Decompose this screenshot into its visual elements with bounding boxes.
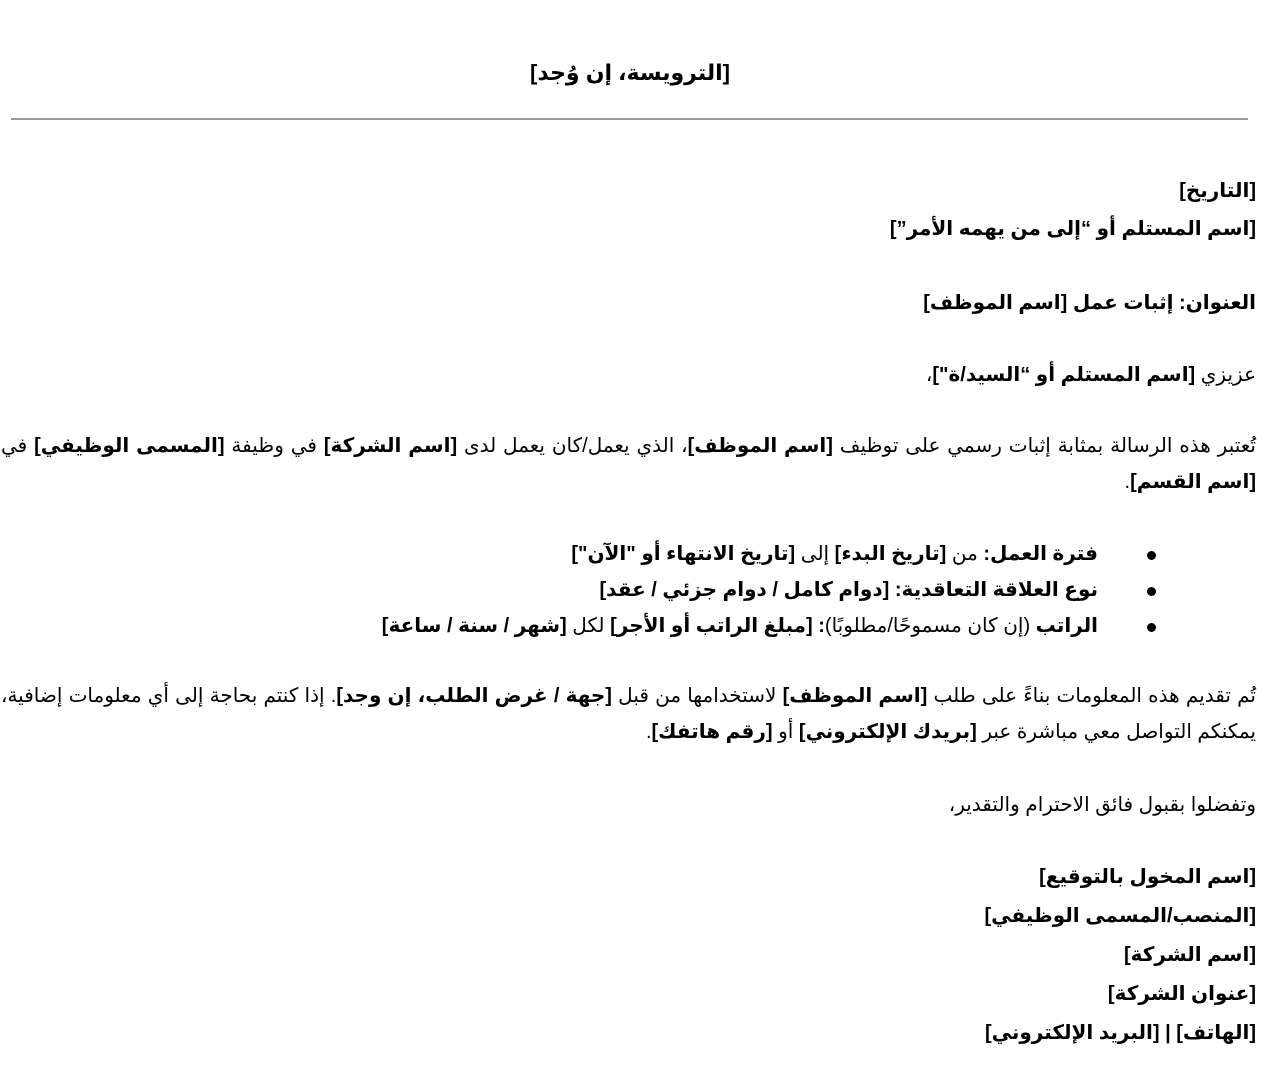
intro-paragraph <box>1 428 1256 500</box>
detail-item-salary <box>1 608 1156 644</box>
request-text-5: . <box>645 721 652 743</box>
employment-details-list <box>1 536 1256 644</box>
bullet-icon <box>1147 587 1156 596</box>
subject-line <box>1 284 1256 322</box>
intro-text-5: . <box>1124 471 1131 493</box>
closing-line: وتفضلوا بقبول فائق الاحترام والتقدير، <box>948 794 1256 816</box>
salutation <box>1 356 1256 394</box>
period-end-date: [تاريخ الانتهاء أو "الآن"] <box>571 543 796 565</box>
request-text-4: أو <box>772 721 799 743</box>
request-paragraph <box>1 678 1256 750</box>
signature-block <box>1 858 1256 1053</box>
intro-company-name: [اسم الشركة] <box>323 435 458 457</box>
contract-label: نوع العلاقة التعاقدية: <box>894 579 1098 601</box>
salary-label: الراتب <box>1035 615 1098 637</box>
salary-unit: [شهر / سنة / ساعة] <box>381 615 567 637</box>
signatory-name: [اسم المخول بالتوقيع] <box>1039 866 1256 888</box>
signature-email: [البريد الإلكتروني] <box>984 1022 1160 1044</box>
signature-contact-line <box>1 1014 1256 1053</box>
request-phone: [رقم هاتفك] <box>651 721 773 743</box>
request-text-2: لاستخدامها من قبل <box>611 685 783 707</box>
intro-job-title: [المسمى الوظيفي] <box>34 435 225 457</box>
subject-employee-name: [اسم الموظف] <box>923 292 1068 314</box>
intro-text-3: في وظيفة <box>224 435 324 457</box>
request-text-1: تُم تقديم هذه المعلومات بناءً على طلب <box>927 685 1256 707</box>
request-party: [جهة / غرض الطلب، إن وجد] <box>336 685 612 707</box>
period-label: فترة العمل: <box>983 543 1098 565</box>
signature-separator: | <box>1159 1022 1177 1044</box>
period-start-date: [تاريخ البدء] <box>834 543 947 565</box>
intro-employee-name: [اسم الموظف] <box>687 435 833 457</box>
salutation-prefix: عزيزي <box>1195 364 1256 386</box>
recipient-placeholder: [اسم المستلم أو “إلى من يهمه الأمر”] <box>889 218 1256 240</box>
salary-note: (إن كان مسموحًا/مطلوبًا) <box>824 615 1036 637</box>
date-placeholder: [التاريخ] <box>1179 180 1256 202</box>
bullet-icon <box>1147 623 1156 632</box>
period-to: إلى <box>795 543 835 565</box>
contract-value: [دوام كامل / دوام جزئي / عقد] <box>599 579 895 601</box>
request-text-3: . إذا كنتم بحاجة إلى أي معلومات إضافية، يمكنكم التواصل معي مباشرة عبر <box>1 685 1256 743</box>
signature-company-address: [عنوان الشركة] <box>1107 983 1256 1005</box>
signature-phone: [الهاتف] <box>1176 1022 1256 1044</box>
signature-company-name: [اسم الشركة] <box>1123 944 1256 966</box>
subject-text: إثبات عمل <box>1067 292 1180 314</box>
salary-colon: : <box>812 615 825 637</box>
salutation-name: [اسم المستلم أو “السيد/ة"] <box>932 364 1196 386</box>
detail-item-contract <box>1 572 1156 608</box>
header-divider <box>11 118 1248 120</box>
signatory-position: [المنصب/المسمى الوظيفي] <box>984 905 1256 927</box>
letterhead-placeholder: [الترويسة، إن وُجد] <box>530 60 730 85</box>
period-from: من <box>946 543 984 565</box>
subject-label: العنوان: <box>1179 292 1256 314</box>
intro-department-name: [اسم القسم] <box>1130 471 1256 493</box>
intro-text-1: تُعتبر هذه الرسالة بمثابة إثبات رسمي على توظيف <box>832 435 1256 457</box>
bullet-icon <box>1147 551 1156 560</box>
detail-item-period <box>1 536 1156 572</box>
intro-text-2: ، الذي يعمل/كان يعمل لدى <box>457 435 688 457</box>
letter-body <box>1 172 1256 1053</box>
salary-amount: [مبلغ الراتب أو الأجر] <box>610 615 813 637</box>
request-employee-name: [اسم الموظف] <box>782 685 928 707</box>
salary-per: لكل <box>566 615 611 637</box>
request-email: [بريدك الإلكتروني] <box>798 721 977 743</box>
salutation-suffix: ، <box>925 364 933 386</box>
intro-text-4: في <box>1 435 35 457</box>
